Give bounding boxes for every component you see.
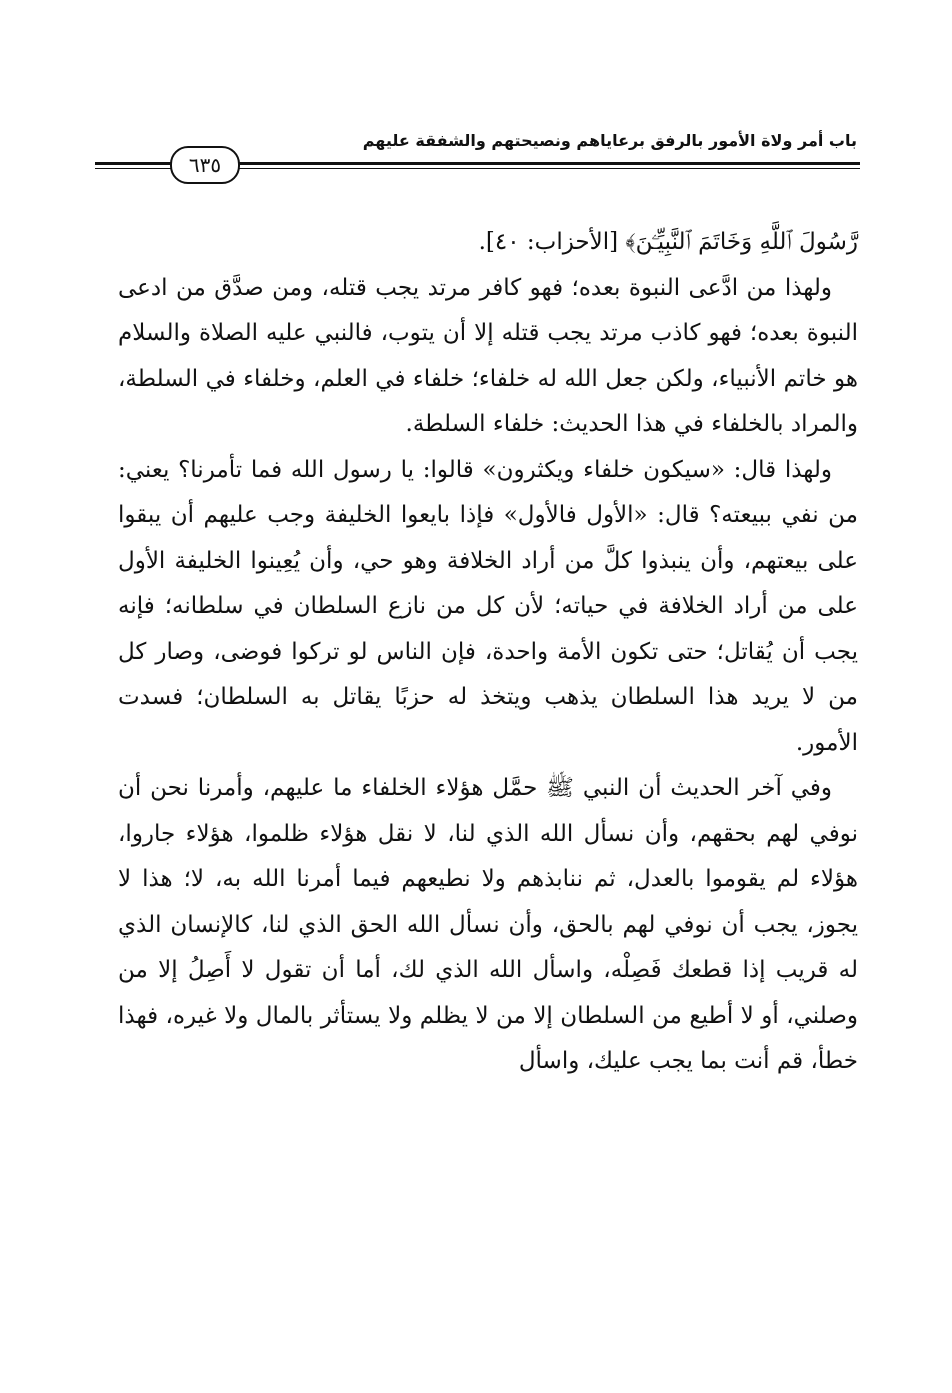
page-body	[118, 220, 858, 1085]
running-header-title: باب أمر ولاة الأمور بالرفق برعاياهم ونصيحتهم والشفقة عليهم	[362, 131, 857, 150]
paragraph: ولهذا قال: «سيكون خلفاء ويكثرون» قالوا: يا رسول الله فما تأمرنا؟ يعني: من نفي ببيعته؟ قال: «الأول فالأول» فإذا بايعوا الخليفة وجب عليهم أن يبقوا على بيعتهم، وأن ينبذوا كلَّ من أراد الخلافة وهو حي، وأن يُعِينوا الخليفة الأول على من أراد الخلافة في حياته؛ لأن كل من نازع السلطان في سلطانه؛ فإنه يجب أن يُقاتل؛ حتى تكون الأمة واحدة، فإن الناس لو تركوا فوضى، وصار كل من لا يريد هذا السلطان يذهب ويتخذ له حزبًا يقاتل به السلطان؛ فسدت الأمور.	[118, 456, 858, 756]
paragraph: ولهذا من ادَّعى النبوة بعده؛ فهو كافر مرتد يجب قتله، ومن صدَّق من ادعى النبوة بعده؛ فهو كاذب مرتد يجب قتله إلا أن يتوب، فالنبي عليه الصلاة والسلام هو خاتم الأنبياء، ولكن جعل الله له خلفاء؛ خلفاء في العلم، وخلفاء في السلطة، والمراد بالخلفاء في هذا الحديث: خلفاء السلطة.	[118, 274, 858, 437]
paragraph: وفي آخر الحديث أن النبي ﷺ حمَّل هؤلاء الخلفاء ما عليهم، وأمرنا نحن أن نوفي لهم بحقهم، وأن نسأل الله الذي لنا، لا نقل هؤلاء ظلموا، هؤلاء جاروا، هؤلاء لم يقوموا بالعدل، ثم ننابذهم ولا نطيعهم فيما أمرنا الله به، لا؛ هذا لا يجوز، يجب أن نوفي لهم بالحق، وأن نسأل الله الحق الذي لنا، كالإنسان الذي له قريب إذا قطعك فَصِلْه، واسأل الله الذي لك، أما أن تقول لا أَصِلُ إلا من وصلني، أو لا أطيع من السلطان إلا من لا يظلم ولا يستأثر بالمال ولا غيره، فهذا خطأ، قم أنت بما يجب عليك، واسأل	[118, 775, 858, 1074]
page-number-badge: ٦٣٥	[170, 146, 240, 184]
paragraph-verse-end: رَّسُولَ ٱللَّهِ وَخَاتَمَ ٱلنَّبِيِّـۧنَ﴾ [الأحزاب: ٤٠].	[478, 229, 858, 255]
